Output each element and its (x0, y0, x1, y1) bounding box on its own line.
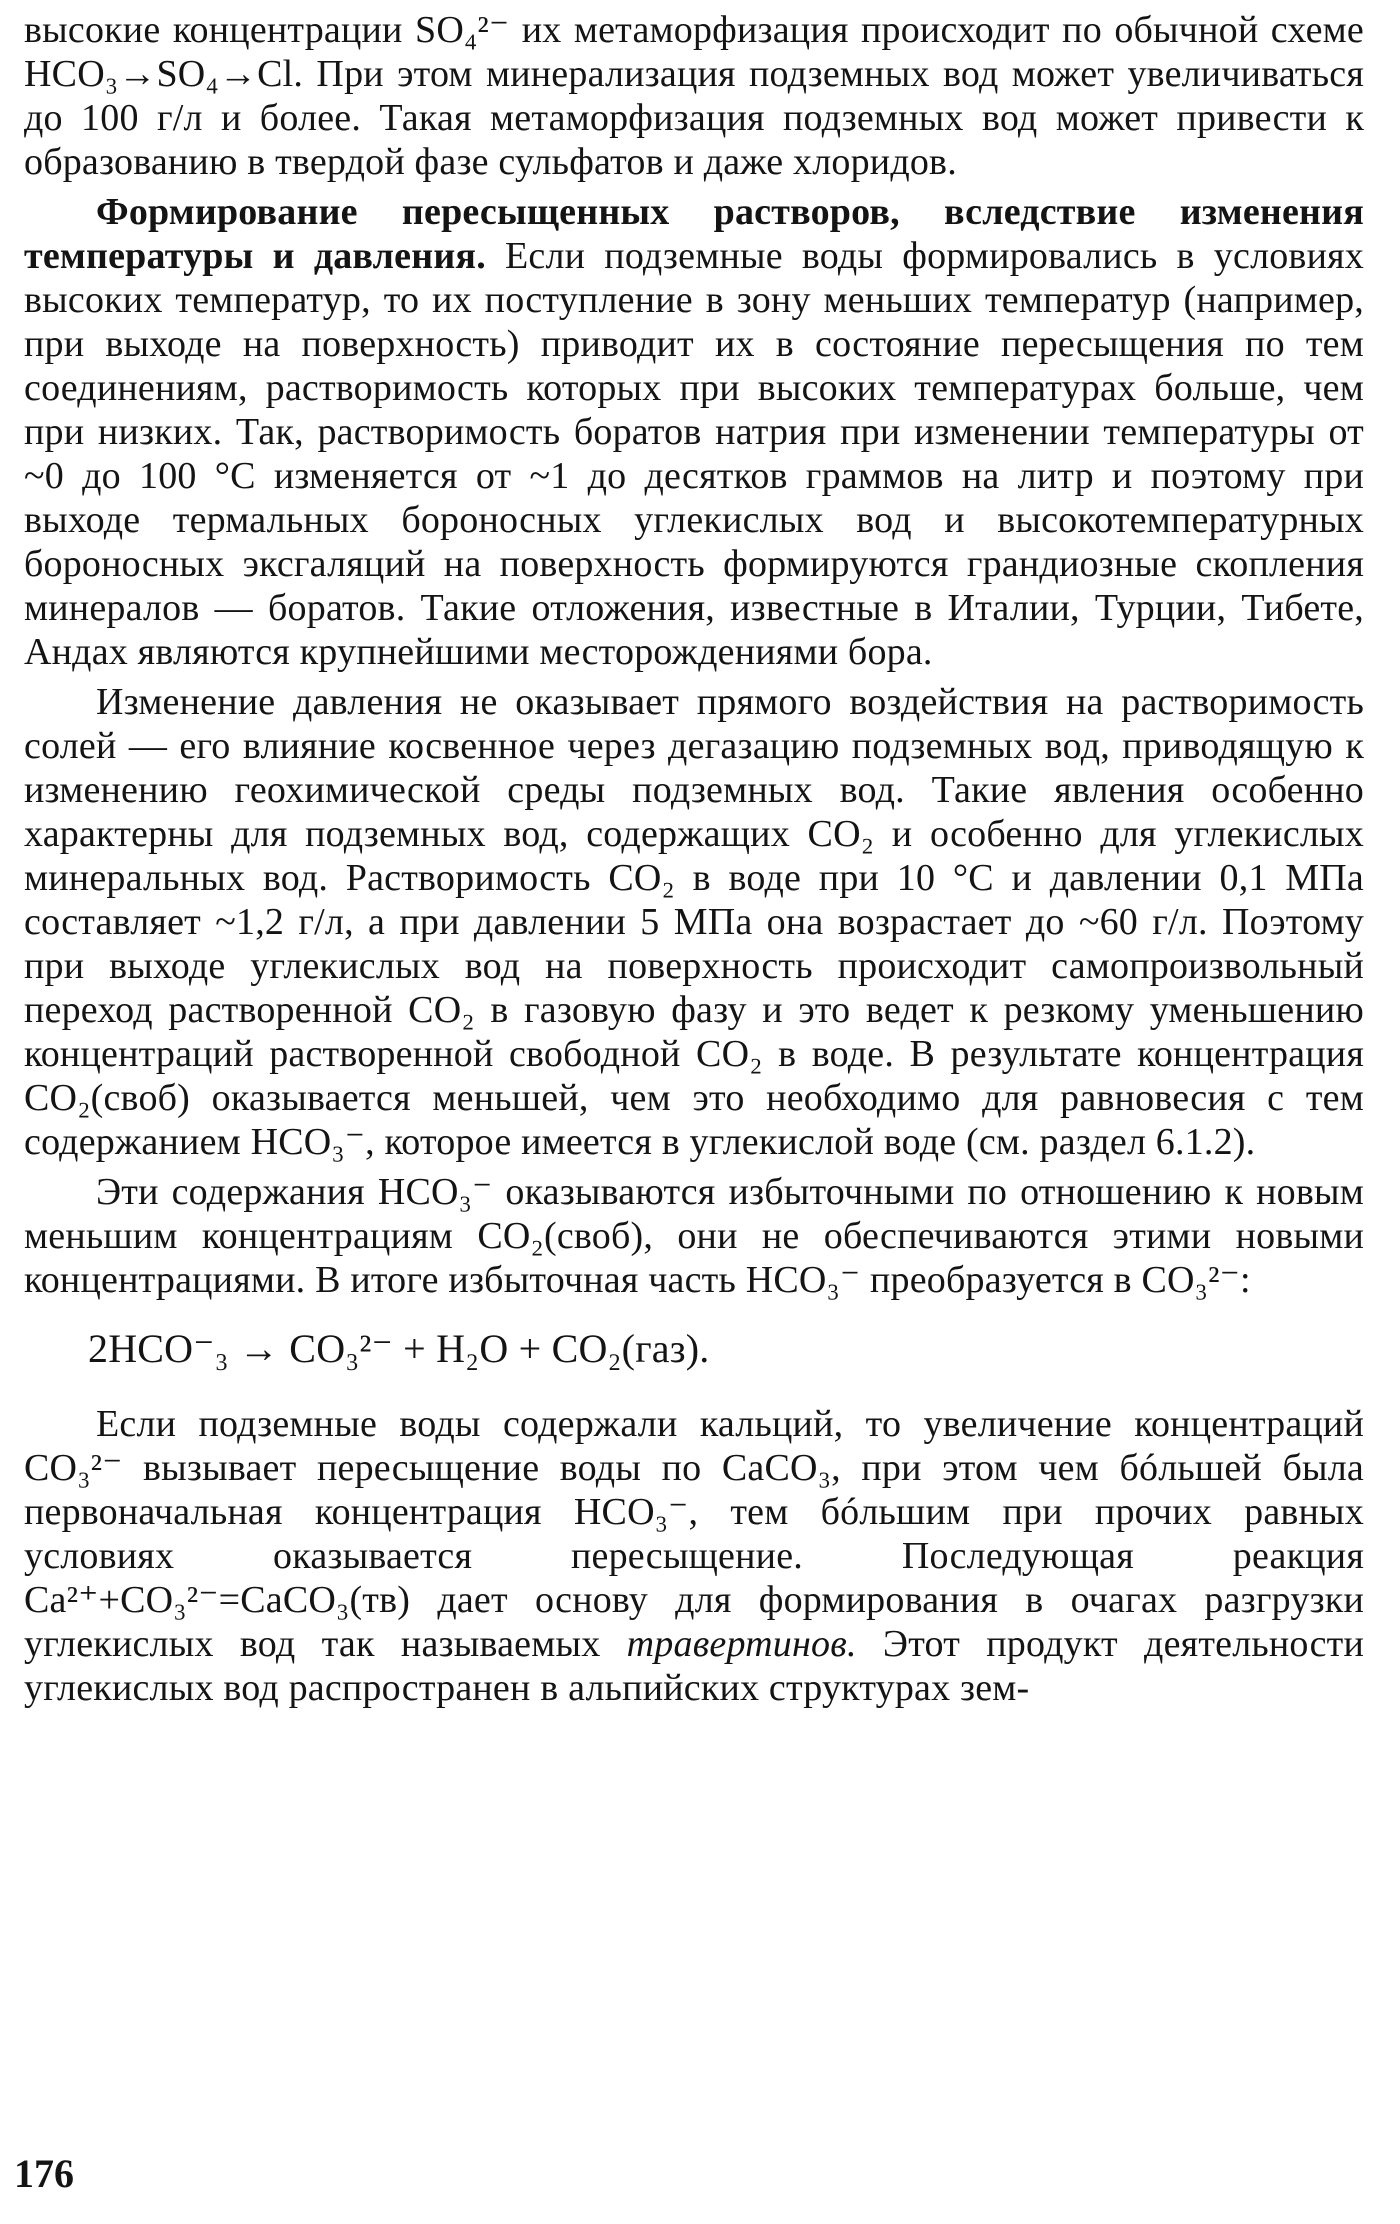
section-heading: Формирование пересыщенных растворов, вследствие изменения температуры и давления. (24, 191, 1364, 277)
page-number: 176 (14, 2151, 74, 2196)
section-paragraph (24, 190, 1364, 674)
paragraph-excess: Эти содержания HCO₃⁻ оказываются избыточными по отношению к новым меньшим концентрациям CO₂(своб), они не обеспечиваются этими новыми концентрациями. В итоге избыточная часть HCO₃⁻ преобразуется в CO₃²⁻: (24, 1171, 1364, 1301)
paragraph-calcium-text: Если подземные воды содержали кальций, то увеличение концентраций CO₃²⁻ вызывает пересыщение воды по CaCO₃, при этом чем бóльшей была первоначальная концентрация HCO₃⁻, тем бóльшим при прочих равных условиях оказывается пересыщение. Последующая реакция Ca²⁺+CO₃²⁻=CaCO₃(тв) дает основу для формирования в очагах разгрузки углекислых вод так называемых (24, 1403, 1364, 1665)
chemical-formula: 2HCO⁻₃ → CO₃²⁻ + H₂O + CO₂(газ). (88, 1326, 710, 1371)
body-text (24, 8, 1364, 1710)
paragraph-pressure: Изменение давления не оказывает прямого воздействия на растворимость солей — его влияние косвенное через дегазацию подземных вод, приводящую к изменению геохимической среды подземных вод. Такие явления особенно характерны для подземных вод, содержащих CO₂ и особенно для углекислых минеральных вод. Растворимость CO₂ в воде при 10 °C и давлении 0,1 МПа составляет ~1,2 г/л, а при давлении 5 МПа она возрастает до ~60 г/л. Поэтому при выходе углекислых вод на поверхность происходит самопроизвольный переход растворенной CO₂ в газовую фазу и это ведет к резкому уменьшению концентраций растворенной свободной CO₂ в воде. В результате концентрация CO₂(своб) оказывается меньшей, чем это необходимо для равновесия с тем содержанием HCO₃⁻, которое имеется в углекислой воде (см. раздел 6.1.2). (24, 681, 1364, 1163)
paragraph-calcium (24, 1402, 1364, 1710)
paragraph-continuation: высокие концентрации SO₄²⁻ их метаморфизация происходит по обычной схеме HCO₃→SO₄→Cl. При этом минерализация подземных вод может увеличиваться до 100 г/л и более. Такая метаморфизация подземных вод может привести к образованию в твердой фазе сульфатов и даже хлоридов. (24, 9, 1364, 183)
paragraph-calcium-end: Этот продукт деятельности углекислых вод распространен в альпийских структурах зем- (24, 1623, 1364, 1709)
section-text: Если подземные воды формировались в условиях высоких температур, то их поступление в зону меньших температур (например, при выходе на поверхность) приводит их в состояние пересыщения по тем соединениям, растворимость которых при высоких температурах больше, чем при низких. Так, растворимость боратов натрия при изменении температуры от ~0 до 100 °C изменяется от ~1 до десятков граммов на литр и поэтому при выходе термальных бороносных углекислых вод и высокотемпературных бороносных эксгаляций на поверхность формируются грандиозные скопления минералов — боратов. Такие отложения, известные в Италии, Турции, Тибете, Андах являются крупнейшими месторождениями бора. (24, 235, 1364, 673)
term-travertine: травертинов. (626, 1623, 857, 1665)
